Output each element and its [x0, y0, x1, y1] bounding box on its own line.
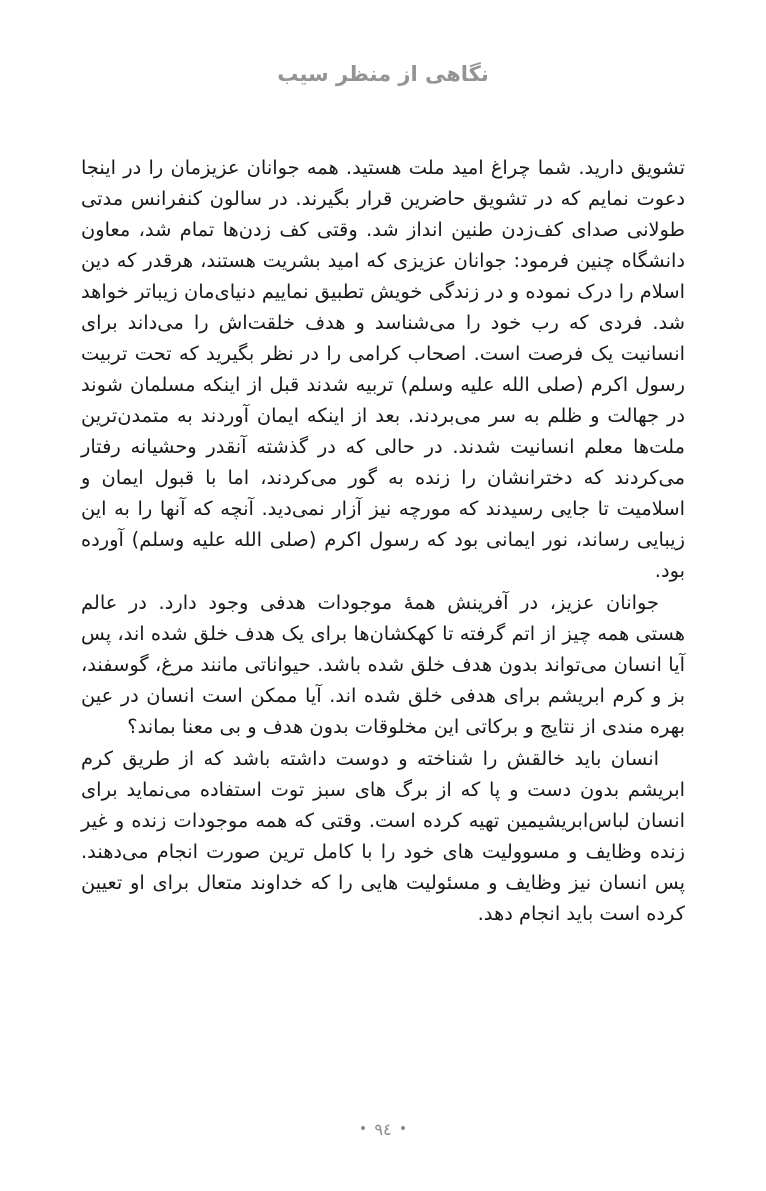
folio-ornament-dot-end [361, 1126, 365, 1130]
paragraph-2: جوانان عزیز، در آفرینش همهٔ موجودات هدفی وجود دارد. در عالم هستی همه چیز از اتم گرفته تا کهکشان‌ها برای یک هدف خلق شده اند، پس آیا انسان می‌تواند بدون هدف خلق شده باشد. حیواناتی مانند مرغ، گوسفند، بز و کرم ابریشم برای هدفی خلق شده اند. آیا ممکن است انسان در عین بهره مندی از نتایج و برکاتی این مخلوقات بدون هدف و بی معنا بماند؟ [81, 591, 685, 738]
folio-ornament-dot-start [401, 1126, 405, 1130]
page-number: ٩٤ [374, 1120, 392, 1139]
body-text-block [81, 152, 685, 929]
paragraph-3: انسان باید خالقش را شناخته و دوست داشته باشد که از طریق کرم ابریشم بدون دست و پا که از برگ های سبز توت استفاده می‌نماید برای انسان لباس‌ابریشیمین تهیه کرده است. وقتی که همه موجودات زنده و غیر زنده وظایف و مسوولیت های خود را با کامل ترین صورت انجام می‌دهند. پس انسان نیز وظایف و مسئولیت هایی را که خداوند متعال برای او تعیین کرده است باید انجام دهد. [81, 747, 685, 925]
running-header-title: نگاهی از منظر سیب [277, 62, 489, 86]
paragraph-1: تشویق دارید. شما چراغ امید ملت هستید. همه جوانان عزیزمان را در اینجا دعوت نمایم که در تشویق حاضرین قرار بگیرند. در سالون کنفرانس مدتی طولانی صدای کف‌زدن طنین انداز شد. وقتی کف زدن‌ها تمام شد، معاون دانشگاه چنین فرمود: جوانان عزیزی که امید بشریت هستند، هرقدر که دین اسلام را درک نموده و در زندگی خویش تطبیق نماییم دنیای‌مان زیباتر خواهد شد. فردی که رب خود را می‌شناسد و هدف خلقت‌اش را می‌داند برای انسانیت یک فرصت است. اصحاب کرامی را در نظر بگیرید که تحت تربیت رسول اکرم (صلی الله علیه وسلم) تربیه شدند قبل از اینکه مسلمان شوند در جهالت و ظلم به سر می‌بردند. بعد از اینکه ایمان آوردند به متمدن‌ترین ملت‌ها معلم انسانیت شدند. در حالی که در گذشته آنقدر وحشیانه رفتار می‌کردند که دخترانشان را زنده به گور می‌کردند، اما با قبول ایمان و اسلامیت تا جایی رسیدند که مورچه نیز آزار نمی‌دید. آنچه که آنها را به این زیبایی رساند، نور ایمانی بود که رسول اکرم (صلی الله علیه وسلم) آورده بود. [81, 156, 685, 582]
page-folio [0, 1119, 766, 1139]
